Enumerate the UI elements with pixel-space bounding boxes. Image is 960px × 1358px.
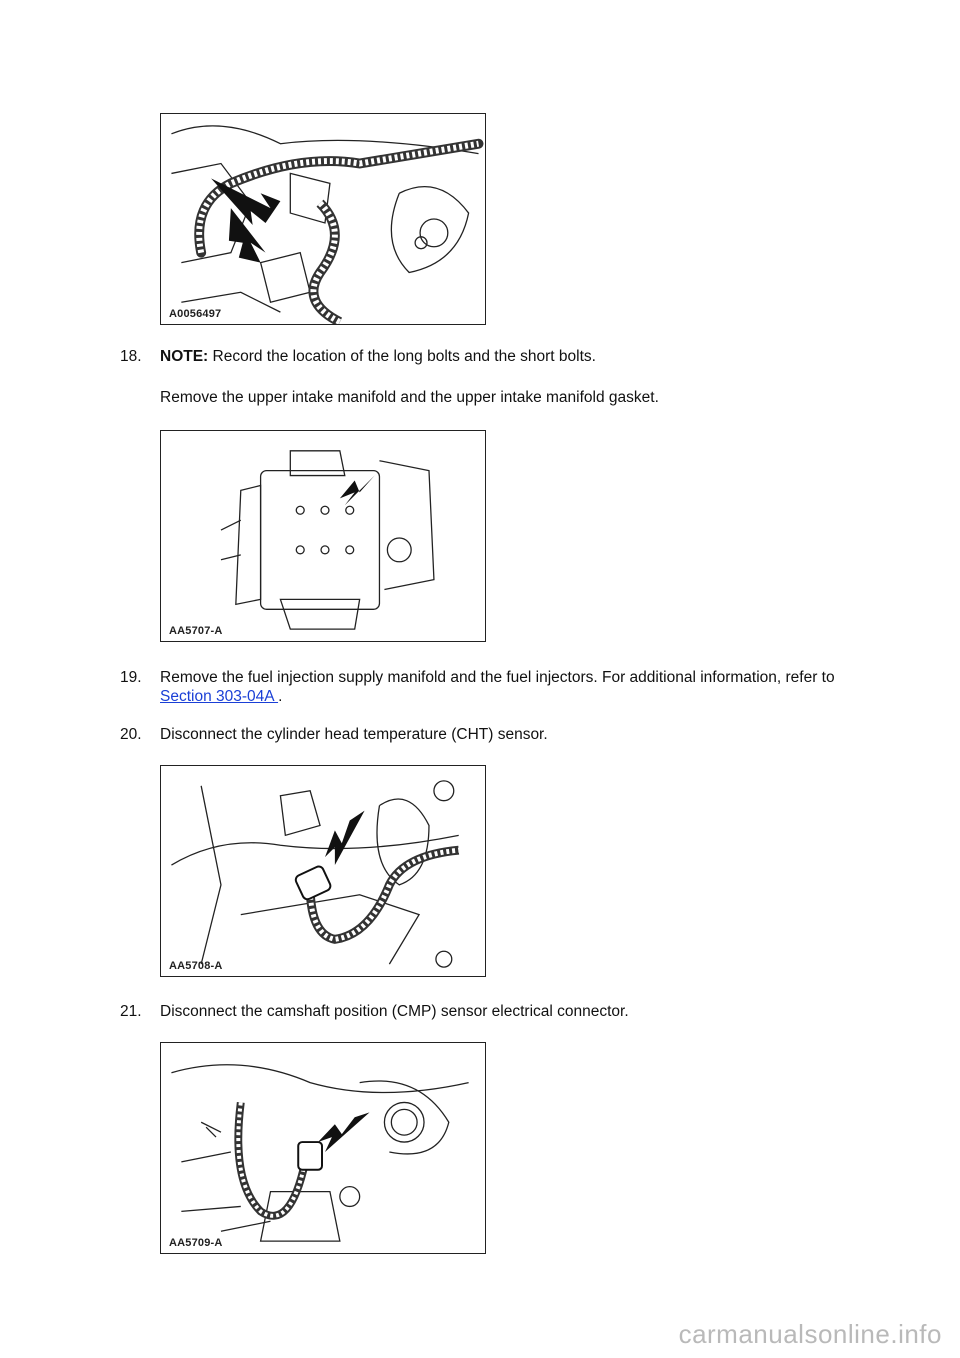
step-21 [120,1002,860,1021]
figure-code: AA5709-A [169,1237,223,1249]
step-body [160,668,860,706]
note [160,347,860,366]
step-text: Disconnect the cylinder head temperature (CHT) sensor. [160,726,548,743]
figure-code: A0056497 [169,308,222,320]
step-20 [120,725,860,744]
step-text: Disconnect the camshaft position (CMP) sensor electrical connector. [160,1003,629,1020]
step-text: Remove the fuel injection supply manifold and the fuel injectors. For additional information, refer to [160,669,835,686]
engine-illustration [161,431,485,641]
note-text: Record the location of the long bolts and the short bolts. [208,348,596,365]
figure-upper-intake-manifold [160,430,486,642]
figure-cmp-sensor [160,1042,486,1254]
step-number: 18. [120,348,142,365]
step-number: 19. [120,669,142,686]
step-19 [120,668,860,706]
section-link[interactable]: Section 303-04A [160,688,279,705]
note-label: NOTE: [160,348,209,365]
watermark: carmanualsonline.info [678,1319,942,1349]
step-text: Remove the upper intake manifold and the upper intake manifold gasket. [160,389,659,406]
engine-illustration [161,1043,485,1253]
arrow-marker-1 [211,178,280,225]
arrow-marker [318,1112,370,1152]
step-text-after: . [278,688,283,705]
engine-illustration [161,114,485,324]
figure-code: AA5708-A [169,960,223,972]
step-number: 20. [120,726,142,743]
arrow-marker [325,811,365,865]
figure-code: AA5707-A [169,625,223,637]
figure-wiring-harness-connectors [160,113,486,325]
figure-cht-sensor [160,765,486,977]
step-18 [120,347,860,407]
step-body [160,347,860,407]
step-number: 21. [120,1003,142,1020]
arrow-marker [340,461,390,506]
engine-illustration [161,766,485,976]
